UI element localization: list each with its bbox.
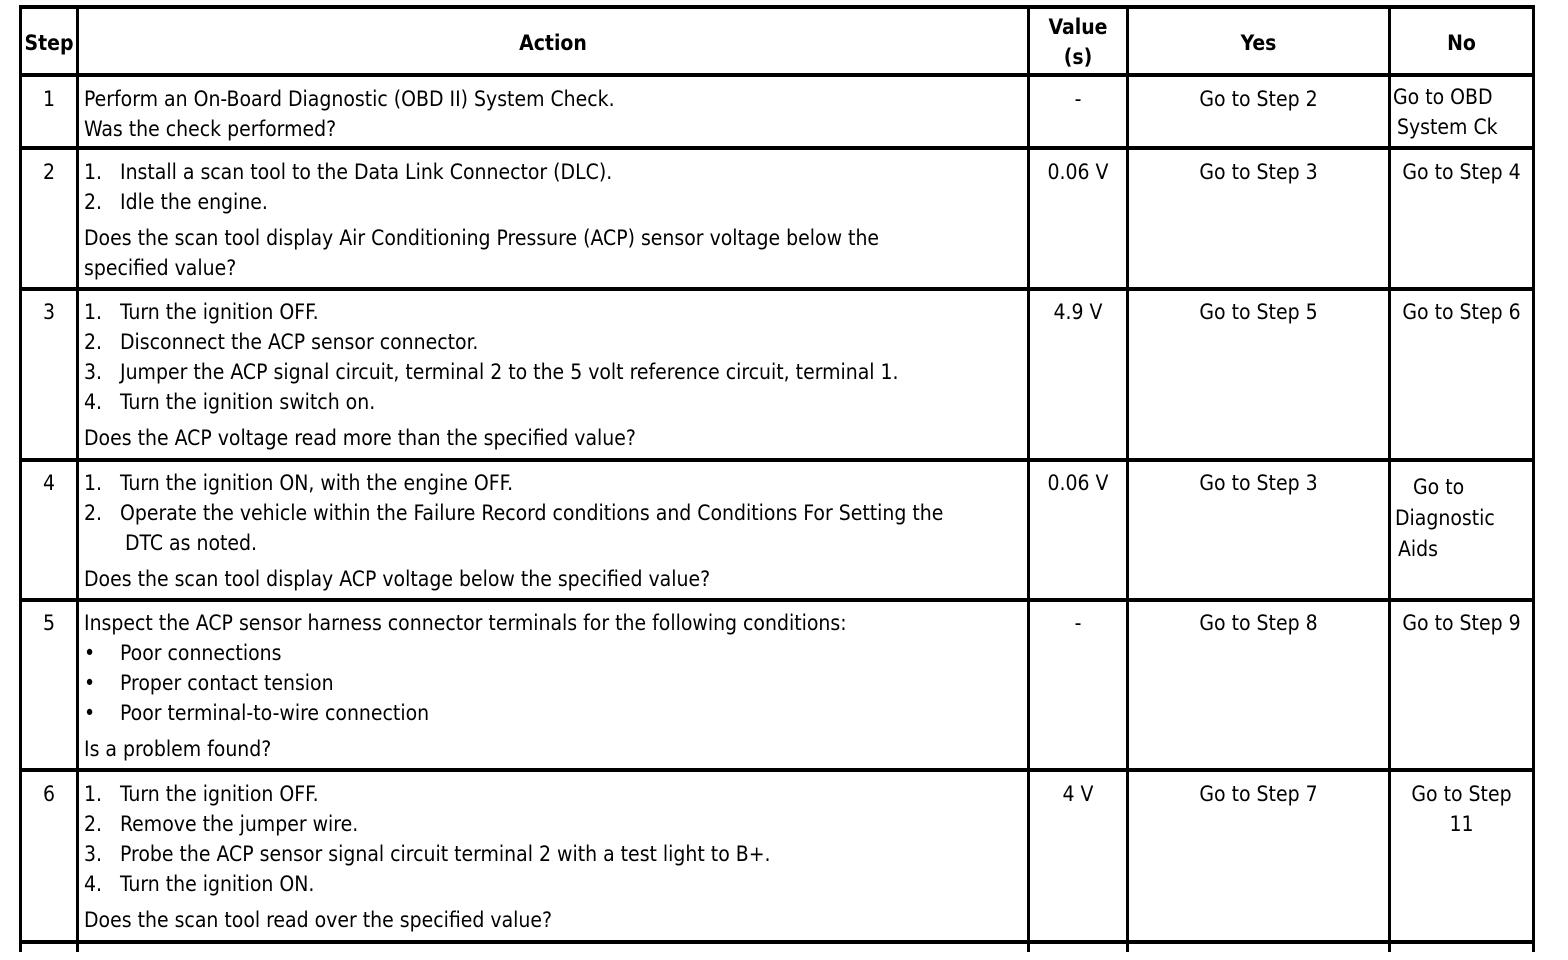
item-text: Remove the jumper wire. xyxy=(120,812,359,836)
question-text: Does the scan tool display Air Conditioning Pressure (ACP) sensor voltage below the specified value? xyxy=(84,226,880,280)
action-line: Perform an On-Board Diagnostic (OBD II) System Check. xyxy=(84,87,615,111)
value-cell: - xyxy=(1074,87,1082,111)
value-cell: 0.06 V xyxy=(1047,160,1109,184)
item-text: Turn the ignition OFF. xyxy=(120,300,319,324)
header-yes: Yes xyxy=(1240,31,1277,55)
bullet-icon: • xyxy=(84,671,96,695)
item-text: Probe the ACP sensor signal circuit terminal 2 with a test light to B+. xyxy=(120,842,771,866)
action-intro: Inspect the ACP sensor harness connector terminals for the following conditions: xyxy=(84,611,847,635)
item-number: 2. xyxy=(84,812,103,836)
item-text: Poor terminal-to-wire connection xyxy=(120,701,430,725)
item-number: 2. xyxy=(84,501,103,525)
item-number: 1. xyxy=(84,782,103,806)
row-divider xyxy=(19,287,1535,291)
value-cell: - xyxy=(1074,611,1082,635)
action-cell xyxy=(84,779,1024,935)
item-number: 1. xyxy=(84,471,103,495)
action-cell xyxy=(84,297,1024,453)
row-divider xyxy=(19,768,1535,772)
no-cell xyxy=(1393,82,1532,142)
header-value-line2: (s) xyxy=(1063,45,1093,69)
no-line: Aids xyxy=(1398,537,1439,561)
row-divider xyxy=(19,940,1535,944)
action-cell xyxy=(84,84,1024,144)
no-line: Go to Step xyxy=(1411,782,1512,806)
no-line: 11 xyxy=(1449,812,1474,836)
list-item-continuation: DTC as noted. xyxy=(125,531,258,555)
item-text: Poor connections xyxy=(120,641,282,665)
header-value xyxy=(1030,12,1126,72)
yes-cell: Go to Step 2 xyxy=(1199,87,1318,111)
action-line: Was the check performed? xyxy=(84,117,337,141)
no-cell: Go to Step 6 xyxy=(1402,300,1521,324)
action-cell xyxy=(84,608,1024,764)
no-cell: Go to Step 9 xyxy=(1402,611,1521,635)
item-text: Turn the ignition ON, with the engine OFF. xyxy=(120,471,514,495)
step-number: 6 xyxy=(42,782,56,806)
action-cell xyxy=(84,468,1024,594)
item-text: Disconnect the ACP sensor connector. xyxy=(120,330,479,354)
header-value-line1: Value xyxy=(1048,15,1108,39)
header-action: Action xyxy=(519,31,587,55)
question-text: Does the scan tool read over the specified value? xyxy=(84,908,553,932)
step-number: 2 xyxy=(42,160,56,184)
header-no: No xyxy=(1447,31,1476,55)
list-item xyxy=(84,387,1024,417)
item-text: Operate the vehicle within the Failure Record conditions and Conditions For Setting the xyxy=(120,501,944,525)
list-item xyxy=(84,809,1024,839)
table-border-top xyxy=(19,5,1535,9)
step-number: 1 xyxy=(42,87,56,111)
row-divider xyxy=(19,458,1535,462)
value-cell: 0.06 V xyxy=(1047,471,1109,495)
list-item xyxy=(84,157,964,187)
item-number: 3. xyxy=(84,842,103,866)
item-number: 2. xyxy=(84,190,103,214)
list-item xyxy=(84,498,1024,528)
no-line: System Ck xyxy=(1397,115,1498,139)
yes-cell: Go to Step 3 xyxy=(1199,471,1318,495)
no-line: Diagnostic xyxy=(1395,506,1495,530)
action-cell xyxy=(84,157,964,283)
list-item xyxy=(84,468,1024,498)
list-item xyxy=(84,357,1024,387)
header-step: Step xyxy=(24,31,74,55)
yes-cell: Go to Step 8 xyxy=(1199,611,1318,635)
list-item xyxy=(84,297,1024,327)
list-item xyxy=(84,779,1024,809)
yes-cell: Go to Step 7 xyxy=(1199,782,1318,806)
list-item xyxy=(84,187,964,217)
item-number: 3. xyxy=(84,360,103,384)
no-line: Go to xyxy=(1413,475,1465,499)
yes-cell: Go to Step 3 xyxy=(1199,160,1318,184)
bullet-icon: • xyxy=(84,701,96,725)
bullet-item xyxy=(84,698,1024,728)
step-number: 4 xyxy=(42,471,56,495)
item-number: 1. xyxy=(84,300,103,324)
step-number: 5 xyxy=(42,611,56,635)
item-text: Jumper the ACP signal circuit, terminal 2 to the 5 volt reference circuit, terminal 1. xyxy=(120,360,899,384)
item-number: 2. xyxy=(84,330,103,354)
bullet-item xyxy=(84,668,1024,698)
question-text: Does the ACP voltage read more than the specified value? xyxy=(84,426,636,450)
item-text: Idle the engine. xyxy=(120,190,268,214)
item-number: 4. xyxy=(84,390,103,414)
question-text: Is a problem found? xyxy=(84,737,272,761)
bullet-icon: • xyxy=(84,641,96,665)
item-number: 4. xyxy=(84,872,103,896)
row-divider xyxy=(19,146,1535,150)
no-cell xyxy=(1395,472,1532,565)
row-divider xyxy=(19,73,1535,77)
bullet-item xyxy=(84,638,1024,668)
no-line: Go to OBD xyxy=(1393,85,1493,109)
item-number: 1. xyxy=(84,160,103,184)
no-cell xyxy=(1391,779,1532,839)
no-cell: Go to Step 4 xyxy=(1402,160,1521,184)
item-text: Turn the ignition OFF. xyxy=(120,782,319,806)
item-text: Turn the ignition ON. xyxy=(120,872,315,896)
step-number: 3 xyxy=(42,300,56,324)
yes-cell: Go to Step 5 xyxy=(1199,300,1318,324)
list-item xyxy=(84,839,1024,869)
item-text: Proper contact tension xyxy=(120,671,334,695)
item-text: Install a scan tool to the Data Link Connector (DLC). xyxy=(120,160,613,184)
value-cell: 4 V xyxy=(1062,782,1094,806)
value-cell: 4.9 V xyxy=(1053,300,1103,324)
list-item xyxy=(84,327,1024,357)
question-text: Does the scan tool display ACP voltage below the specified value? xyxy=(84,567,711,591)
item-text: Turn the ignition switch on. xyxy=(120,390,376,414)
list-item xyxy=(84,869,1024,899)
row-divider xyxy=(19,598,1535,602)
